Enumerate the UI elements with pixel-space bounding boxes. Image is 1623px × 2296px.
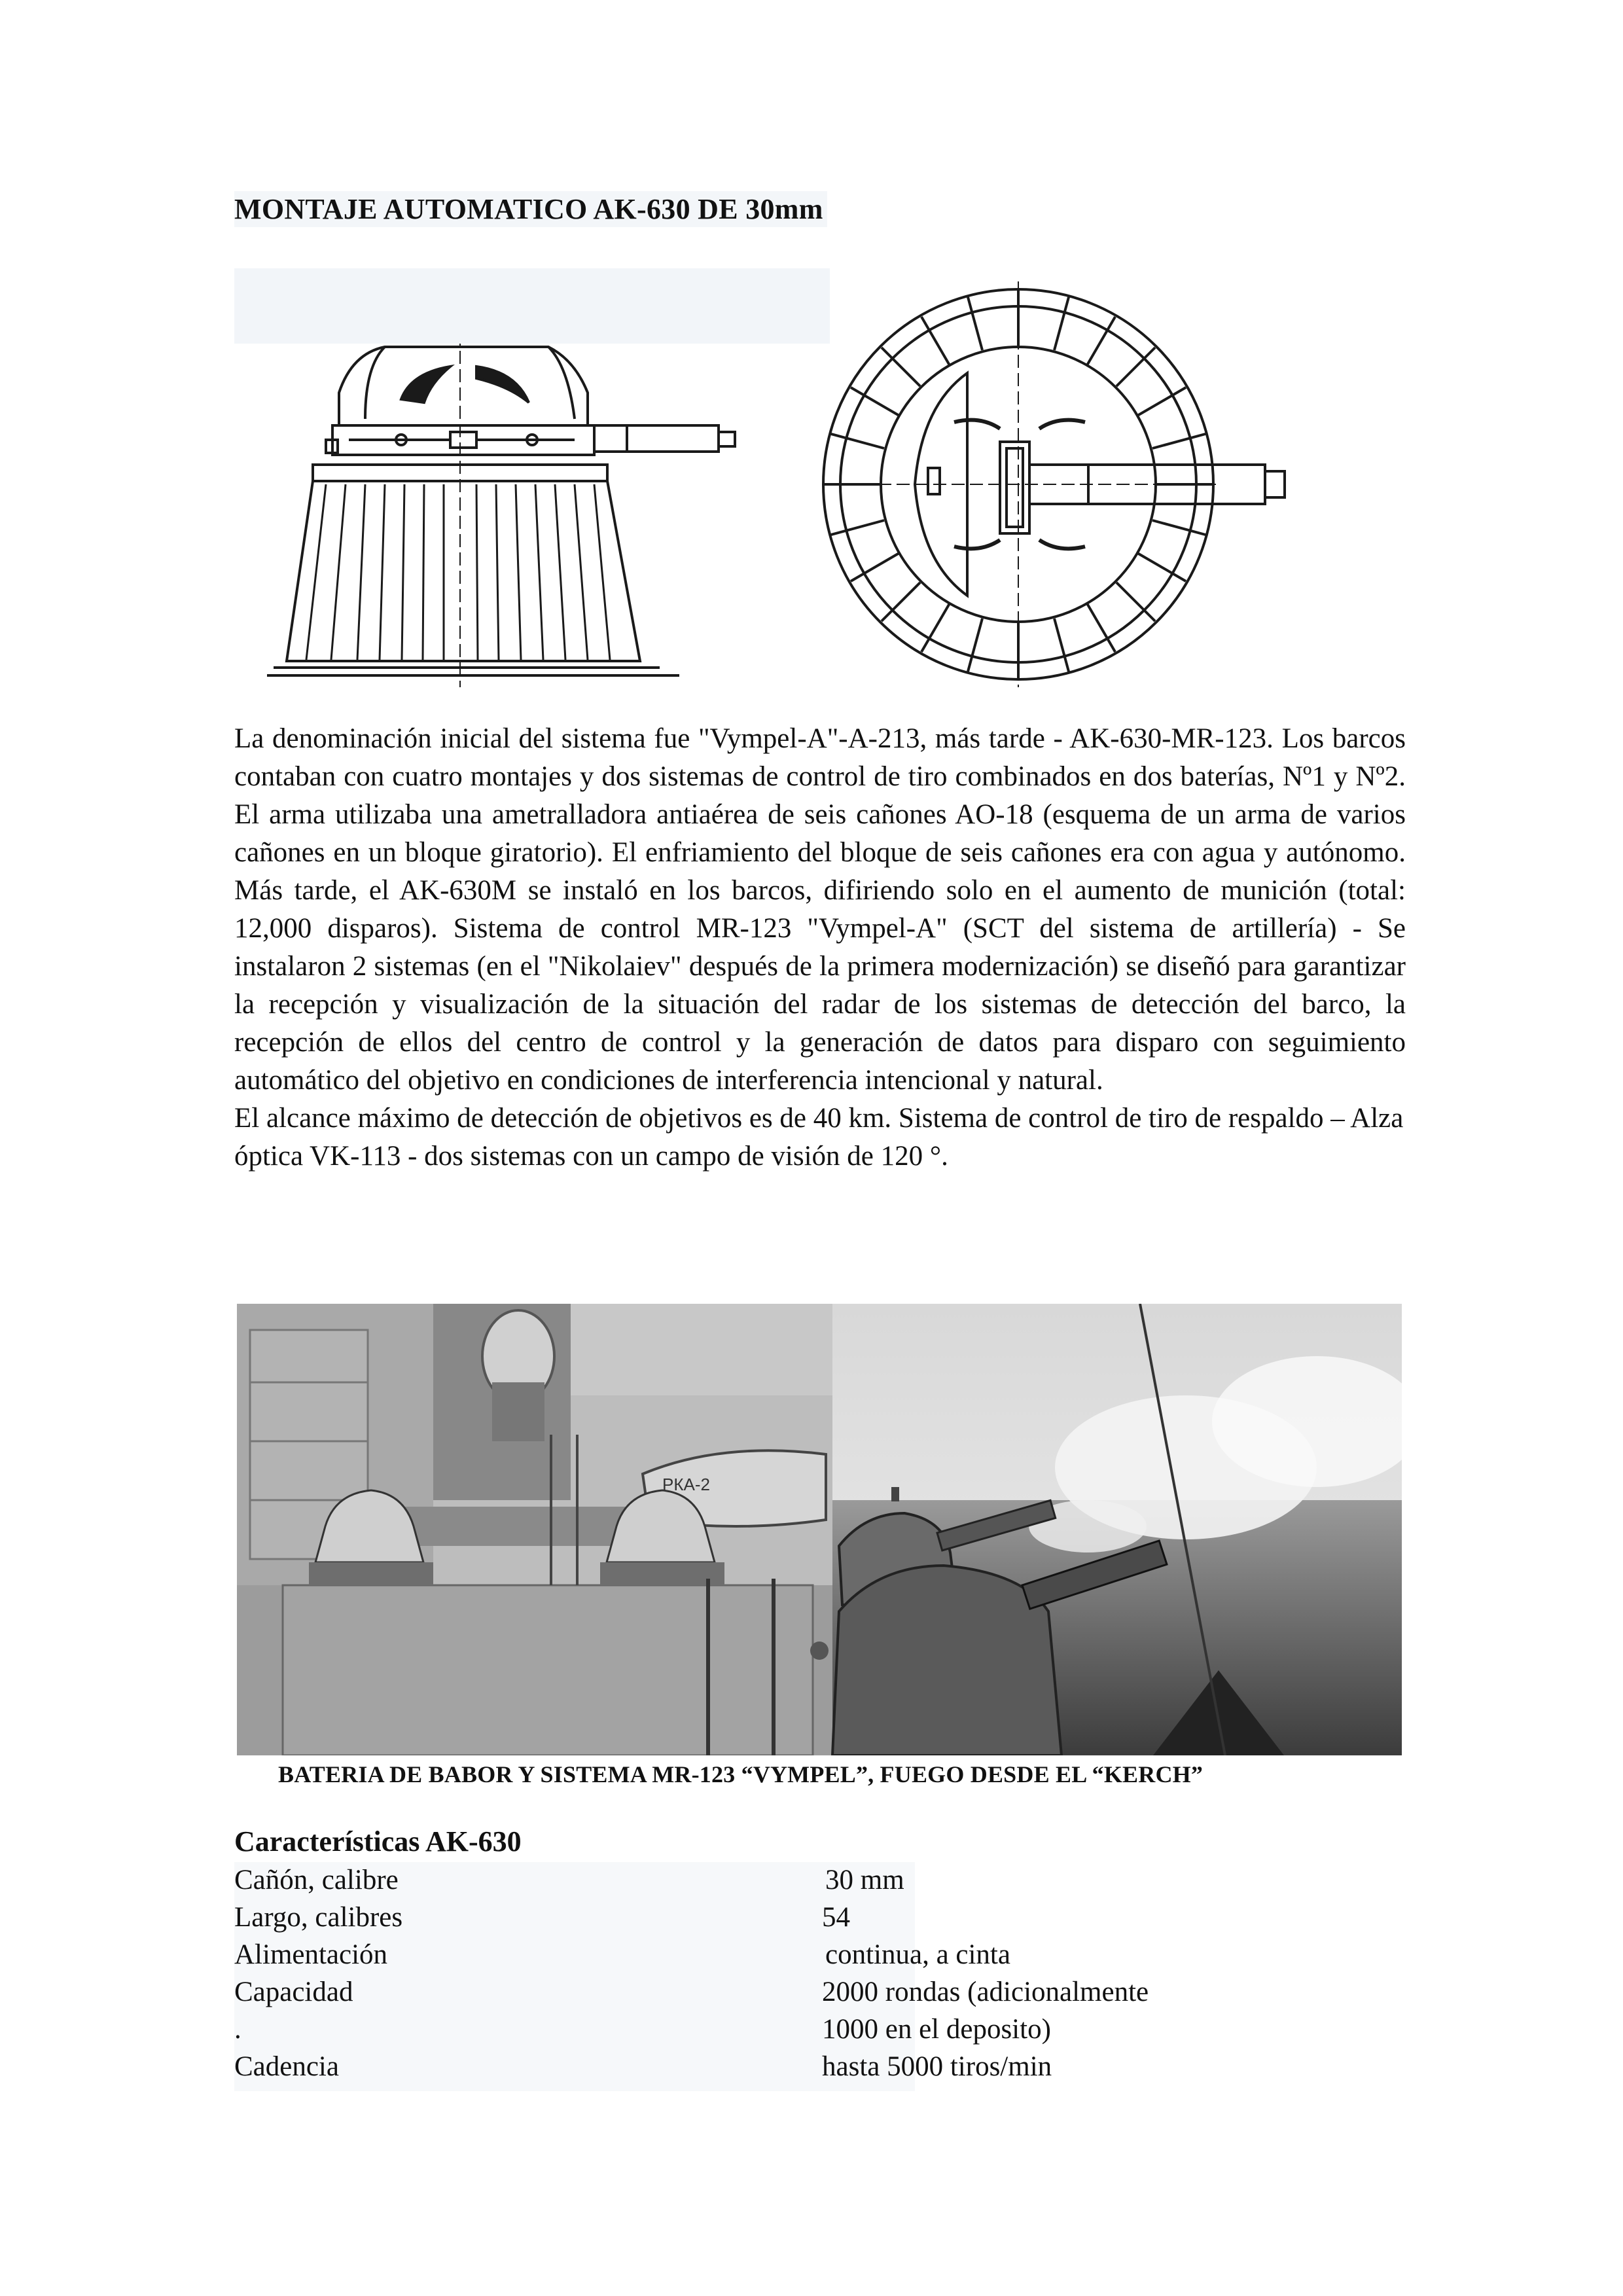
spec-label: Cañón, calibre [234, 1865, 399, 1895]
spec-value: continua, a cinta [825, 1939, 1010, 1970]
port-battery-photo [237, 1304, 832, 1755]
description-paragraph: El alcance máximo de detección de objetivos es de 40 km. Sistema de control de tiro de respaldo – Alza óptica VK-113 - dos sistemas con un campo de visión de 120 °. [234, 1103, 1404, 1172]
drawing-caption-band [234, 268, 830, 344]
ak630-technical-drawing [234, 268, 1360, 694]
spec-label: Capacidad [234, 1977, 353, 2007]
top-view-drawing [823, 281, 1285, 687]
spec-value: 1000 en el deposito) [822, 2014, 1051, 2045]
base-ribs [306, 484, 610, 660]
description-paragraph: La denominación inicial del sistema fue "Vympel-A"-A-213, más tarde - AK-630-MR-123. Los barcos contaban con cuatro montajes y dos sistemas de control de tiro combinados en dos baterías, Nº1 y Nº2. El arma utilizaba una ametralladora antiaérea de seis cañones AO-18 (esquema de un arma de varios cañones en un bloque giratorio). El enfriamiento del bloque de seis cañones era con agua y autónomo. Más tarde, el AK-630M se instaló en los barcos, difiriendo solo en el aumento de munición (total: 12,000 disparos). Sistema de control MR-123 "Vympel-A" (SCT del sistema de artillería) - Se instalaron 2 sistemas (en el "Nikolaiev" después de la primera modernización) se diseñó para garantizar la recepción y visualización de la situación del radar de los sistemas de detección del barco, la recepción de ellos del centro de control y la generación de datos para disparo con seguimiento automático del objetivo en condiciones de interferencia intencional y natural. [234, 723, 1406, 1096]
spec-label: . [234, 2014, 241, 2045]
spec-label: Cadencia [234, 2051, 339, 2082]
spec-label: Alimentación [234, 1939, 388, 1970]
photo-pair [237, 1304, 1402, 1755]
boat-marking: РКА-2 [662, 1475, 710, 1494]
spec-value: 2000 rondas (adicionalmente [822, 1977, 1149, 2007]
photo-caption: BATERIA DE BABOR Y SISTEMA MR-123 “VYMPEL”, FUEGO DESDE EL “KERCH” [278, 1761, 1204, 1787]
spec-value: hasta 5000 tiros/min [822, 2051, 1052, 2082]
description-text [234, 720, 1406, 1175]
firing-from-kerch-photo [832, 1304, 1402, 1755]
characteristics-title: Características AK-630 [234, 1825, 522, 1857]
spec-value: 30 mm [825, 1865, 904, 1895]
photos-svg [237, 1304, 1402, 1755]
page-title: MONTAJE AUTOMATICO AK-630 DE 30mm [234, 191, 827, 227]
side-elevation-drawing [267, 314, 735, 687]
spec-label: Largo, calibres [234, 1902, 403, 1933]
spec-value: 54 [822, 1902, 850, 1933]
